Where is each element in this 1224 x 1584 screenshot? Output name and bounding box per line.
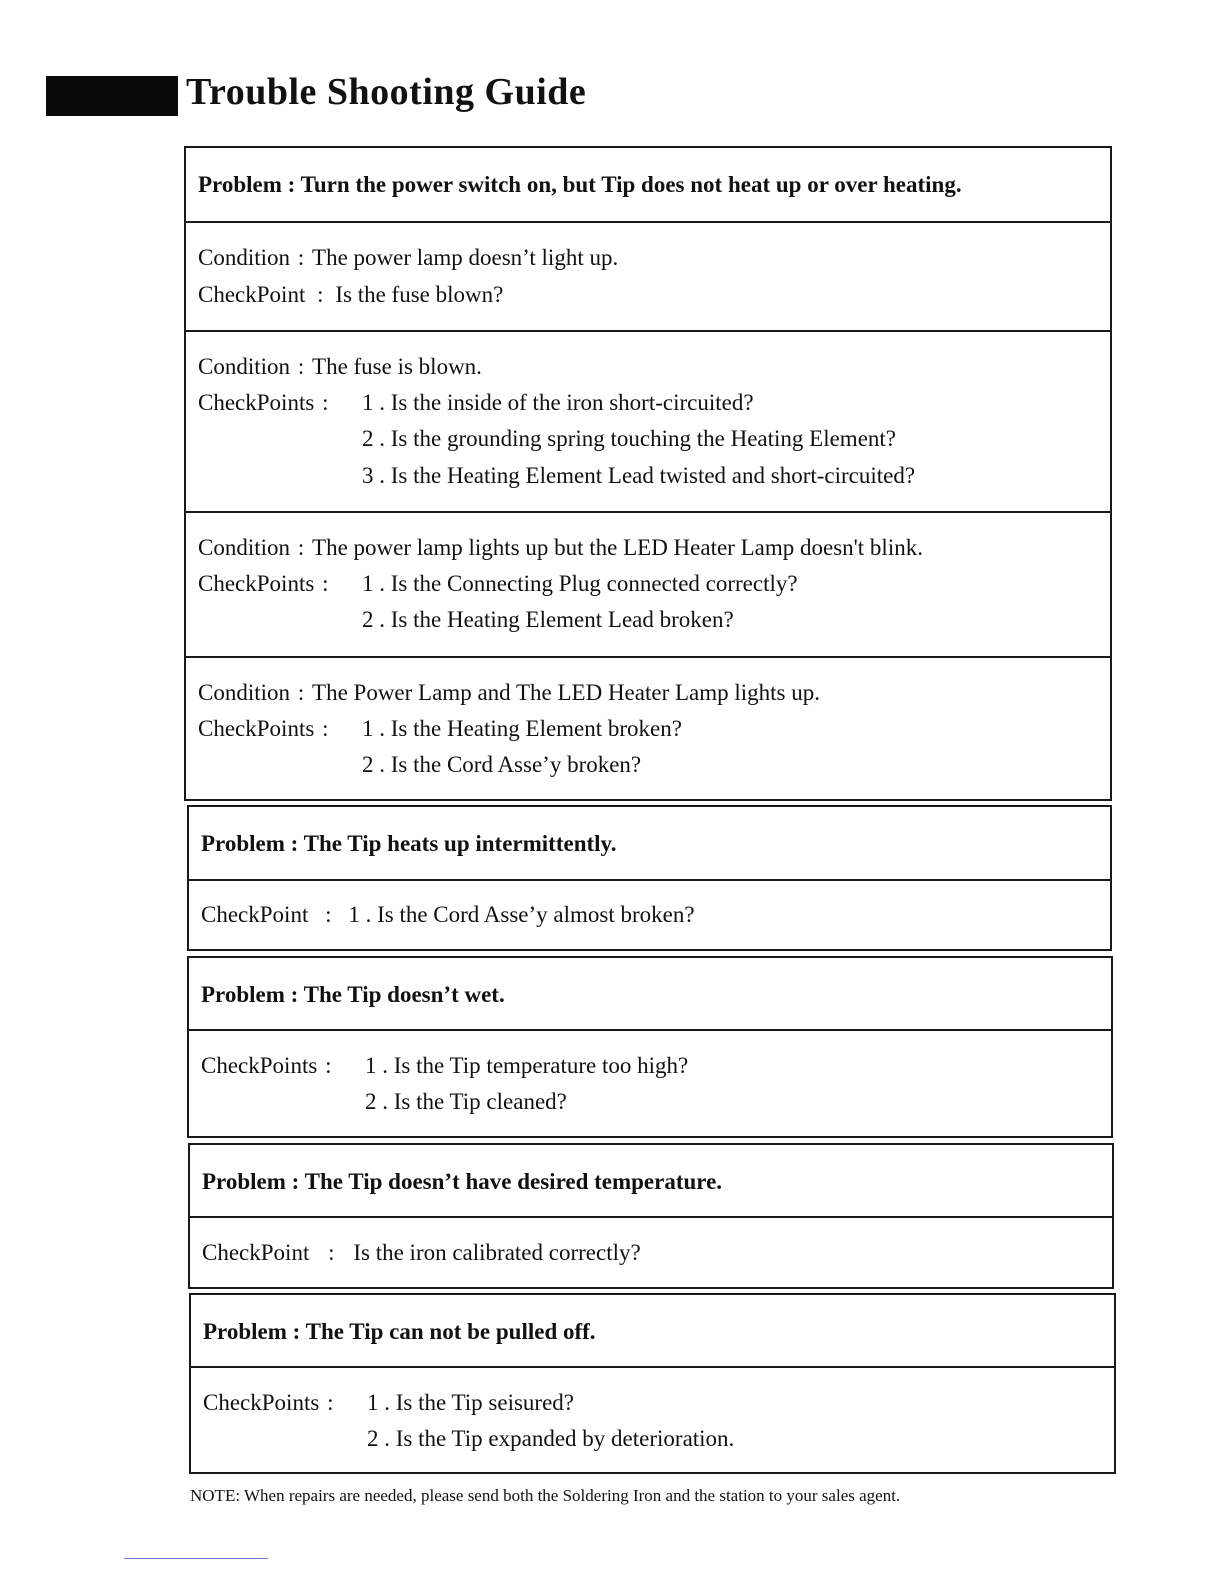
checkpoint-item: 1 . Is the Tip temperature too high?: [365, 1053, 689, 1078]
checkpoint-line: CheckPoint : Is the iron calibrated correctly?: [202, 1235, 641, 1272]
footer-note: NOTE: When repairs are needed, please send both the Soldering Iron and the station to your sales agent.: [190, 1486, 901, 1505]
checkpoint-block: [191, 1366, 1114, 1472]
checkpoint-label: CheckPoint: [202, 1240, 310, 1265]
checkpoint-item: 1 . Is the Heating Element broken?: [362, 716, 682, 741]
checkpoint-item: 2 . Is the Tip cleaned?: [365, 1089, 567, 1114]
problem-text: Problem : The Tip can not be pulled off.: [203, 1319, 596, 1344]
checkpoint-item: Is the iron calibrated correctly?: [353, 1240, 641, 1265]
problem-header: [189, 958, 1111, 1029]
problem-text: Problem : The Tip doesn’t wet.: [201, 982, 505, 1007]
condition-block: [186, 511, 1110, 656]
condition-line: Condition : The Power Lamp and The LED Heater Lamp lights up.: [198, 675, 820, 712]
checkpoint-label: CheckPoints: [198, 571, 315, 596]
checkpoint-item: 1 . Is the inside of the iron short-circuited?: [362, 390, 754, 415]
checkpoint-item: 2 . Is the grounding spring touching the Heating Element?: [362, 426, 896, 451]
checkpoint-item: 1 . Is the Tip seisured?: [367, 1390, 574, 1415]
checkpoint-item: 2 . Is the Tip expanded by deterioration.: [367, 1426, 735, 1451]
checkpoint-label: CheckPoint: [198, 282, 306, 307]
checkpoint-line: CheckPoints :: [201, 1048, 339, 1085]
problem-text: Problem : The Tip doesn’t have desired temperature.: [202, 1169, 723, 1194]
condition-text: The Power Lamp and The LED Heater Lamp lights up.: [312, 680, 821, 705]
condition-label: Condition: [198, 354, 291, 379]
problem-box-4: [188, 1143, 1114, 1289]
condition-block: [186, 221, 1110, 330]
condition-block: [186, 656, 1110, 799]
problem-header: [191, 1295, 1114, 1366]
condition-label: Condition: [198, 680, 291, 705]
condition-text: The power lamp doesn’t light up.: [312, 245, 619, 270]
checkpoint-line: CheckPoint : 1 . Is the Cord Asse’y almost broken?: [201, 897, 695, 934]
checkpoint-label: CheckPoints: [198, 716, 315, 741]
problem-text: Problem : Turn the power switch on, but Tip does not heat up or over heating.: [198, 172, 962, 197]
problem-box-2: [187, 805, 1112, 951]
checkpoint-line: CheckPoints :: [203, 1385, 341, 1422]
condition-line: Condition : The fuse is blown.: [198, 349, 482, 386]
checkpoint-item: 2 . Is the Cord Asse’y broken?: [362, 752, 642, 777]
checkpoint-block: [189, 879, 1110, 949]
condition-label: Condition: [198, 245, 291, 270]
checkpoint-label: CheckPoints: [201, 1053, 318, 1078]
problem-text: Problem : The Tip heats up intermittently.: [201, 831, 617, 856]
problem-box-5: [189, 1293, 1116, 1474]
checkpoint-block: [189, 1029, 1111, 1136]
checkpoint-label: CheckPoint: [201, 902, 309, 927]
checkpoint-item: 2 . Is the Heating Element Lead broken?: [362, 607, 734, 632]
checkpoint-item: 1 . Is the Cord Asse’y almost broken?: [348, 902, 695, 927]
checkpoint-line: CheckPoints :: [198, 385, 336, 422]
checkpoint-block: [190, 1216, 1112, 1287]
problem-header: [186, 148, 1110, 221]
condition-block: [186, 330, 1110, 511]
problem-header: [189, 807, 1110, 879]
checkpoint-line: CheckPoints :: [198, 566, 336, 603]
checkpoint-item: Is the fuse blown?: [335, 282, 504, 307]
page-title: Trouble Shooting Guide: [186, 71, 587, 113]
checkpoint-label: CheckPoints: [203, 1390, 320, 1415]
condition-line: Condition : The power lamp doesn’t light up.: [198, 240, 618, 277]
problem-header: [190, 1145, 1112, 1216]
checkpoint-line: CheckPoint : Is the fuse blown?: [198, 277, 503, 314]
condition-line: Condition : The power lamp lights up but the LED Heater Lamp doesn't blink.: [198, 530, 923, 567]
problem-box-3: [187, 956, 1113, 1138]
scan-mark: [124, 1558, 268, 1559]
problem-box-1: [184, 146, 1112, 801]
checkpoint-line: CheckPoints :: [198, 711, 336, 748]
title-block-marker: [46, 76, 178, 116]
condition-label: Condition: [198, 535, 291, 560]
checkpoint-label: CheckPoints: [198, 390, 315, 415]
condition-text: The power lamp lights up but the LED Heater Lamp doesn't blink.: [312, 535, 923, 560]
checkpoint-item: 3 . Is the Heating Element Lead twisted and short-circuited?: [362, 463, 916, 488]
condition-text: The fuse is blown.: [312, 354, 482, 379]
checkpoint-item: 1 . Is the Connecting Plug connected correctly?: [362, 571, 798, 596]
